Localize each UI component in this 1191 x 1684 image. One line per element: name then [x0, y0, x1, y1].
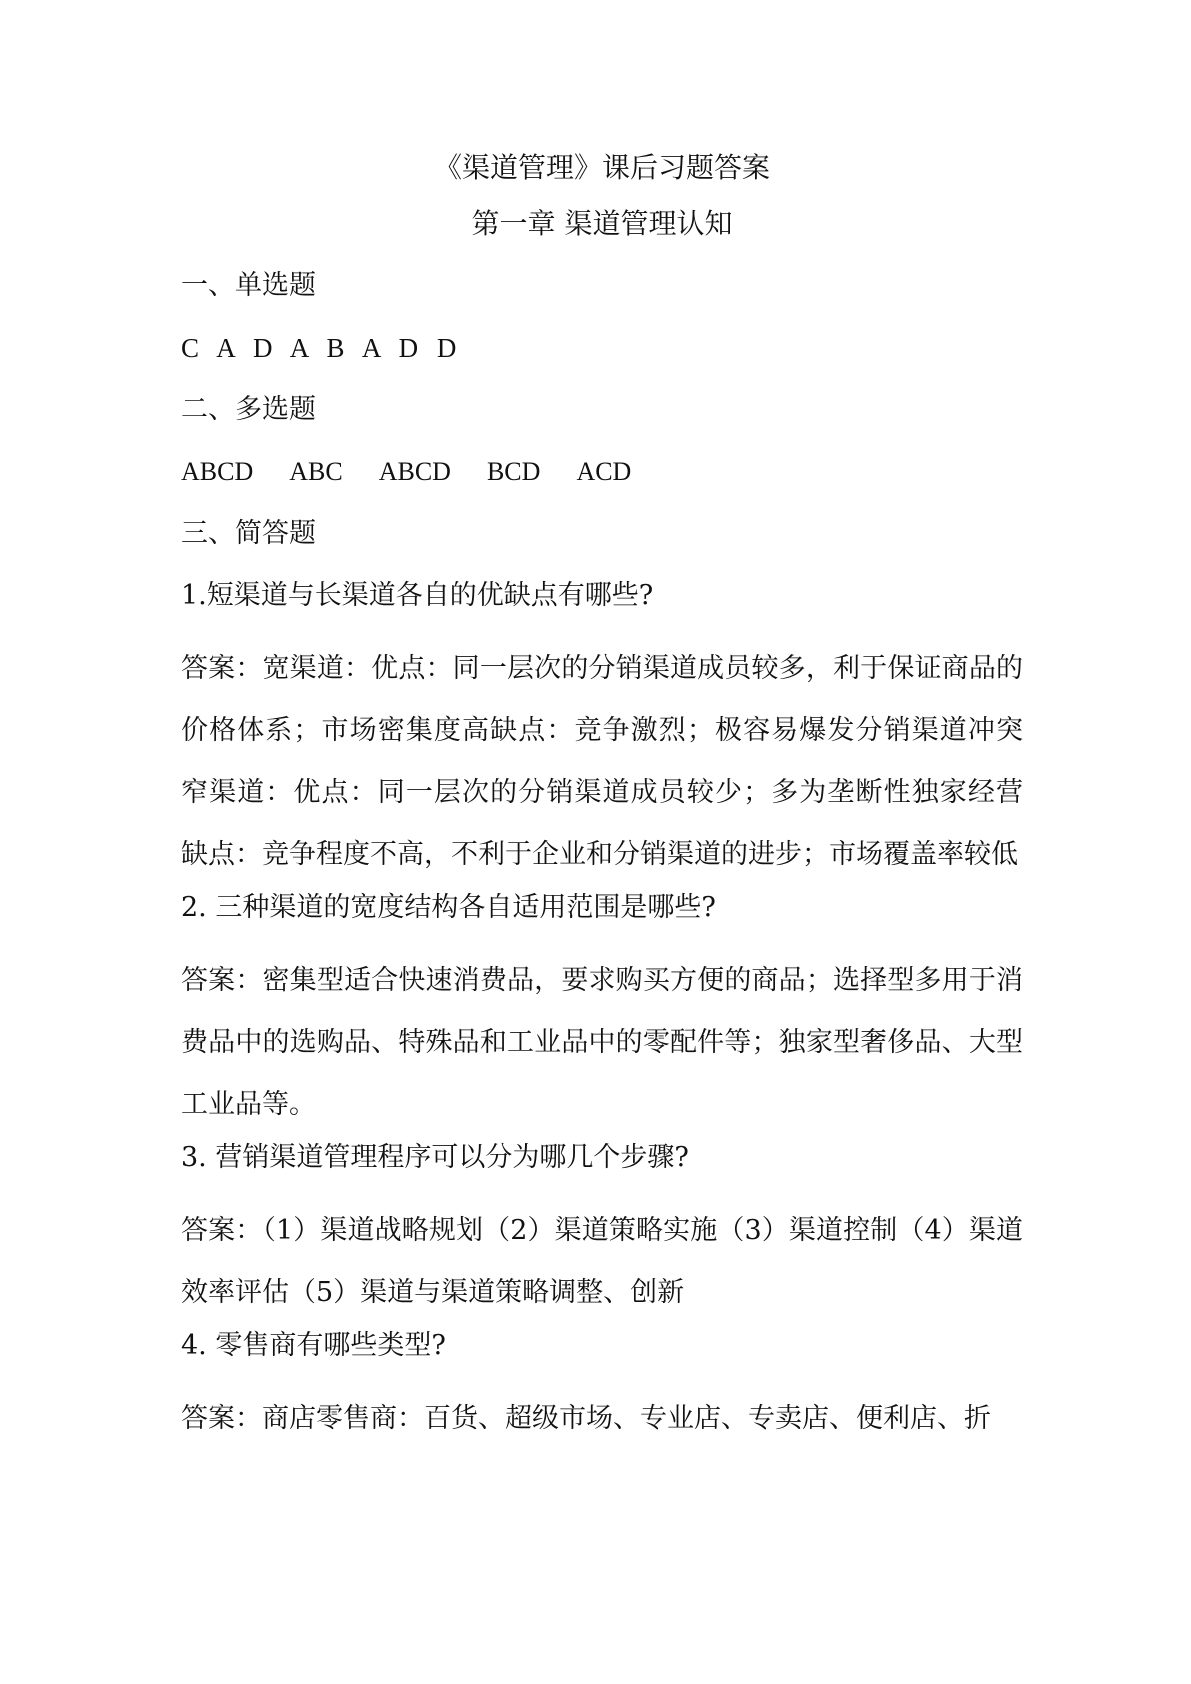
multiple-choice-answer: ABCD — [378, 457, 451, 486]
question-4: 4. 零售商有哪些类型? — [181, 1330, 446, 1361]
chapter-heading: 第一章 渠道管理认知 — [471, 207, 733, 240]
multiple-choice-answer: ABCD — [181, 457, 254, 486]
document-title: 《渠道管理》课后习题答案 — [433, 151, 770, 184]
single-choice-answers: C A D A B A D D — [181, 333, 463, 363]
multiple-choice-answers — [181, 452, 1023, 492]
question-3: 3. 营销渠道管理程序可以分为哪几个步骤? — [181, 1142, 689, 1173]
section-heading-multiple-choice: 二、多选题 — [181, 394, 316, 425]
section-heading-short-answer: 三、简答题 — [181, 518, 316, 549]
document-body — [181, 148, 1023, 1450]
answer-1: 答案：宽渠道：优点：同一层次的分销渠道成员较多，利于保证商品的价格体系；市场密集度高缺点：竞争激烈；极容易爆发分销渠道冲突 窄渠道：优点：同一层次的分销渠道成员较少；多为垄断性独家经营 缺点：竞争程度不高，不利于企业和分销渠道的进步；市场覆盖率较低 — [181, 653, 1023, 870]
answer-4: 答案：商店零售商：百货、超级市场、专业店、专卖店、便利店、折 — [181, 1403, 991, 1434]
multiple-choice-answer: ABC — [289, 457, 343, 486]
multiple-choice-answer: BCD — [486, 457, 541, 486]
answer-3: 答案：（1）渠道战略规划（2）渠道策略实施（3）渠道控制（4）渠道效率评估（5）渠道与渠道策略调整、创新 — [181, 1215, 1023, 1308]
question-2: 2. 三种渠道的宽度结构各自适用范围是哪些? — [181, 892, 716, 923]
answer-2: 答案：密集型适合快速消费品，要求购买方便的商品；选择型多用于消费品中的选购品、特殊品和工业品中的零配件等；独家型奢侈品、大型工业品等。 — [181, 965, 1023, 1120]
question-1: 1.短渠道与长渠道各自的优缺点有哪些? — [181, 580, 654, 611]
section-heading-single-choice: 一、单选题 — [181, 270, 316, 301]
multiple-choice-answer: ACD — [576, 457, 632, 486]
